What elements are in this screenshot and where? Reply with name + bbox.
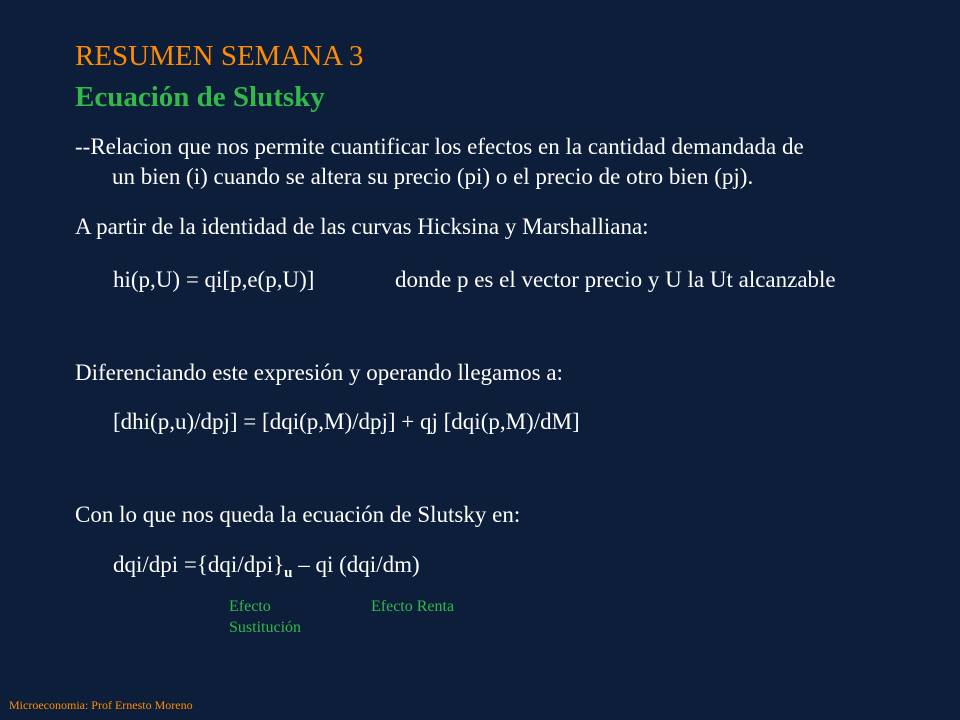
substitution-effect-label: [229, 596, 301, 638]
slide-subtitle: Ecuación de Slutsky: [75, 81, 325, 113]
slutsky-formula: [113, 550, 420, 588]
slutsky-intro: Con lo que nos queda la ecuación de Slutsky en:: [75, 502, 521, 527]
slutsky-formula-subscript: u: [284, 565, 293, 581]
substitution-label-line-2: Sustitución: [229, 619, 302, 636]
definition-paragraph: [75, 132, 935, 192]
slide-title: RESUMEN SEMANA 3: [75, 40, 364, 72]
identity-formula: hi(p,U) = qi[p,e(p,U)]: [113, 267, 315, 292]
footer-credit: Microeconomia: Prof Ernesto Moreno: [9, 698, 193, 712]
slutsky-formula-end: – qi (dqi/dm): [292, 552, 420, 577]
definition-line-2: un bien (i) cuando se altera su precio (pi) o el precio de otro bien (pj).: [112, 164, 754, 189]
identity-intro: A partir de la identidad de las curvas Hicksina y Marshalliana:: [75, 214, 649, 239]
differentiation-intro: Diferenciando este expresión y operando llegamos a:: [75, 360, 563, 385]
income-effect-label: Efecto Renta: [371, 598, 455, 615]
substitution-label-line-1: Efecto: [229, 598, 271, 615]
differentiation-formula: [dhi(p,u)/dpj] = [dqi(p,M)/dpj] + qj [dqi(p,M)/dM]: [113, 409, 580, 434]
identity-note: donde p es el vector precio y U la Ut alcanzable: [395, 267, 836, 292]
definition-line-1: --Relacion que nos permite cuantificar los efectos en la cantidad demandada de: [75, 134, 804, 159]
slutsky-formula-start: dqi/dpi ={dqi/dpi}: [113, 552, 285, 577]
